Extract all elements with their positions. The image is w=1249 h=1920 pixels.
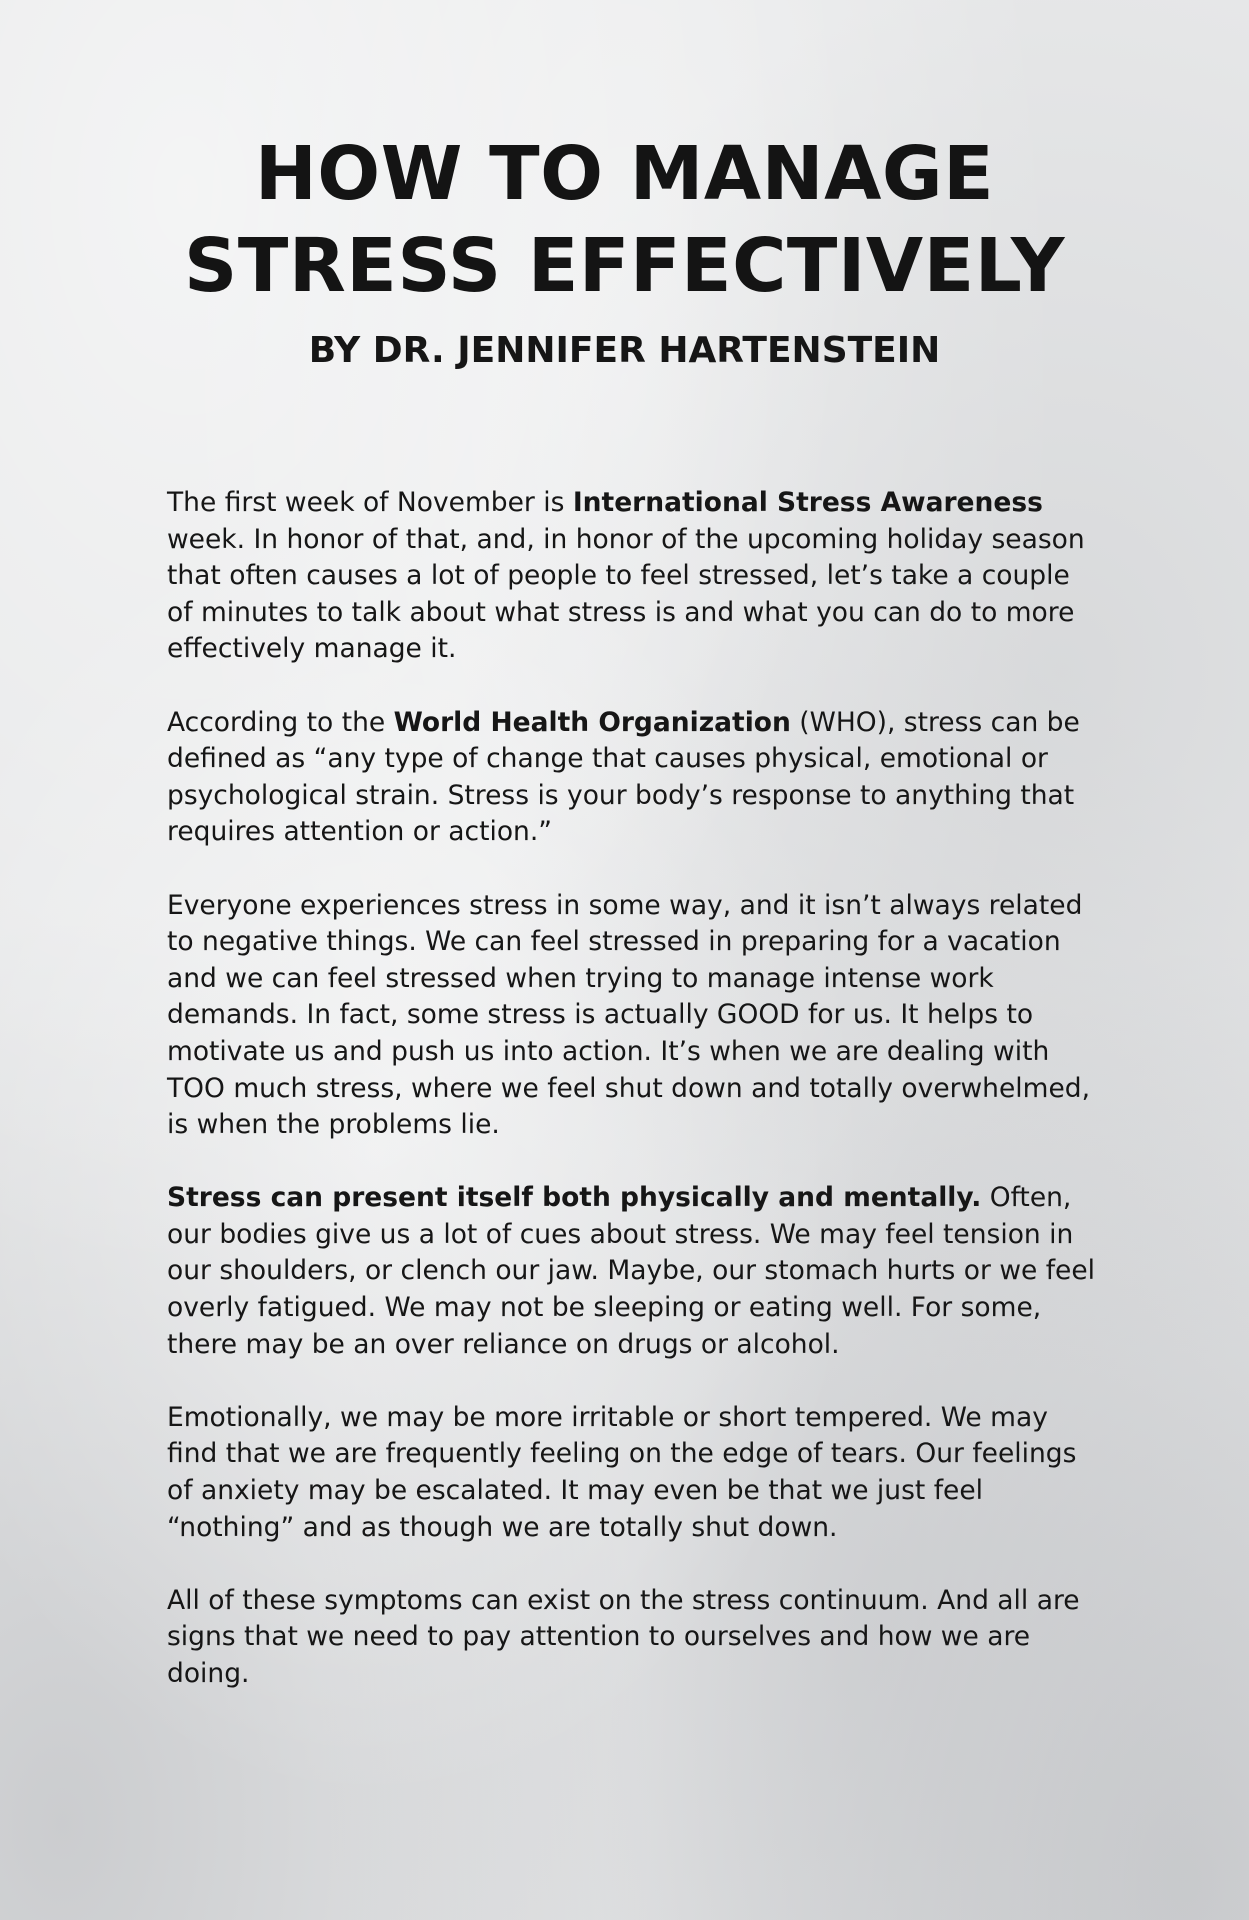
paragraph-text: The first week of November is: [167, 487, 573, 518]
article-body: [167, 485, 1097, 1729]
paragraph-text: Emotionally, we may be more irritable or short tempered. We may find that we are frequently feeling on the edge of tears. Our feelings of anxiety may be escalated. It may even be that we just feel “nothing” and as though we are totally shut down.: [167, 1401, 1077, 1543]
paragraph-text: week. In honor of that, and, in honor of the upcoming holiday season that often causes a lot of people to feel stressed, let’s take a couple of minutes to talk about what stress is and what you can do to more effectively manage it.: [167, 523, 1085, 665]
bold-phrase: World Health Organization: [393, 706, 791, 738]
paragraph-physical: [167, 1180, 1097, 1363]
article-title: [0, 128, 1249, 312]
paragraph-intro: [167, 485, 1097, 668]
title-line-2: STRESS EFFECTIVELY: [184, 223, 1065, 309]
bold-phrase: International Stress Awareness: [572, 487, 1043, 518]
paragraph-emotional: [167, 1400, 1097, 1546]
paragraph-text: All of these symptoms can exist on the stress continuum. And all are signs that we need to pay attention to ourselves and how we are doing.: [167, 1584, 1080, 1689]
paragraph-experience: [167, 888, 1097, 1144]
paragraph-text: (WHO), stress can be defined as “any type of change that causes physical, emotional or psychological strain. Stress is your body’s response to anything that requires attention or action.”: [167, 706, 1080, 848]
title-line-1: HOW TO MANAGE: [254, 131, 995, 217]
paragraph-text: According to the: [167, 706, 394, 738]
paragraph-definition: [167, 705, 1097, 851]
paragraph-conclusion: [167, 1583, 1097, 1693]
bold-phrase: Stress can present itself both physically and mentally.: [167, 1182, 982, 1214]
paragraph-text: Often, our bodies give us a lot of cues about stress. We may feel tension in our shoulders, or clench our jaw. Maybe, our stomach hurts or we feel overly fatigued. We may not be sleeping or eating well. For some, there may be an over reliance on drugs or alcohol.: [167, 1182, 1096, 1360]
paragraph-text: Everyone experiences stress in some way, and it isn’t always related to negative things. We can feel stressed in preparing for a vacation and we can feel stressed when trying to manage intense work demands. In fact, some stress is actually GOOD for us. It helps to motivate us and push us into action. It’s when we are dealing with TOO much stress, where we feel shut down and totally overwhelmed, is when the problems lie.: [167, 889, 1091, 1141]
author-byline: BY DR. JENNIFER HARTENSTEIN: [308, 330, 941, 371]
